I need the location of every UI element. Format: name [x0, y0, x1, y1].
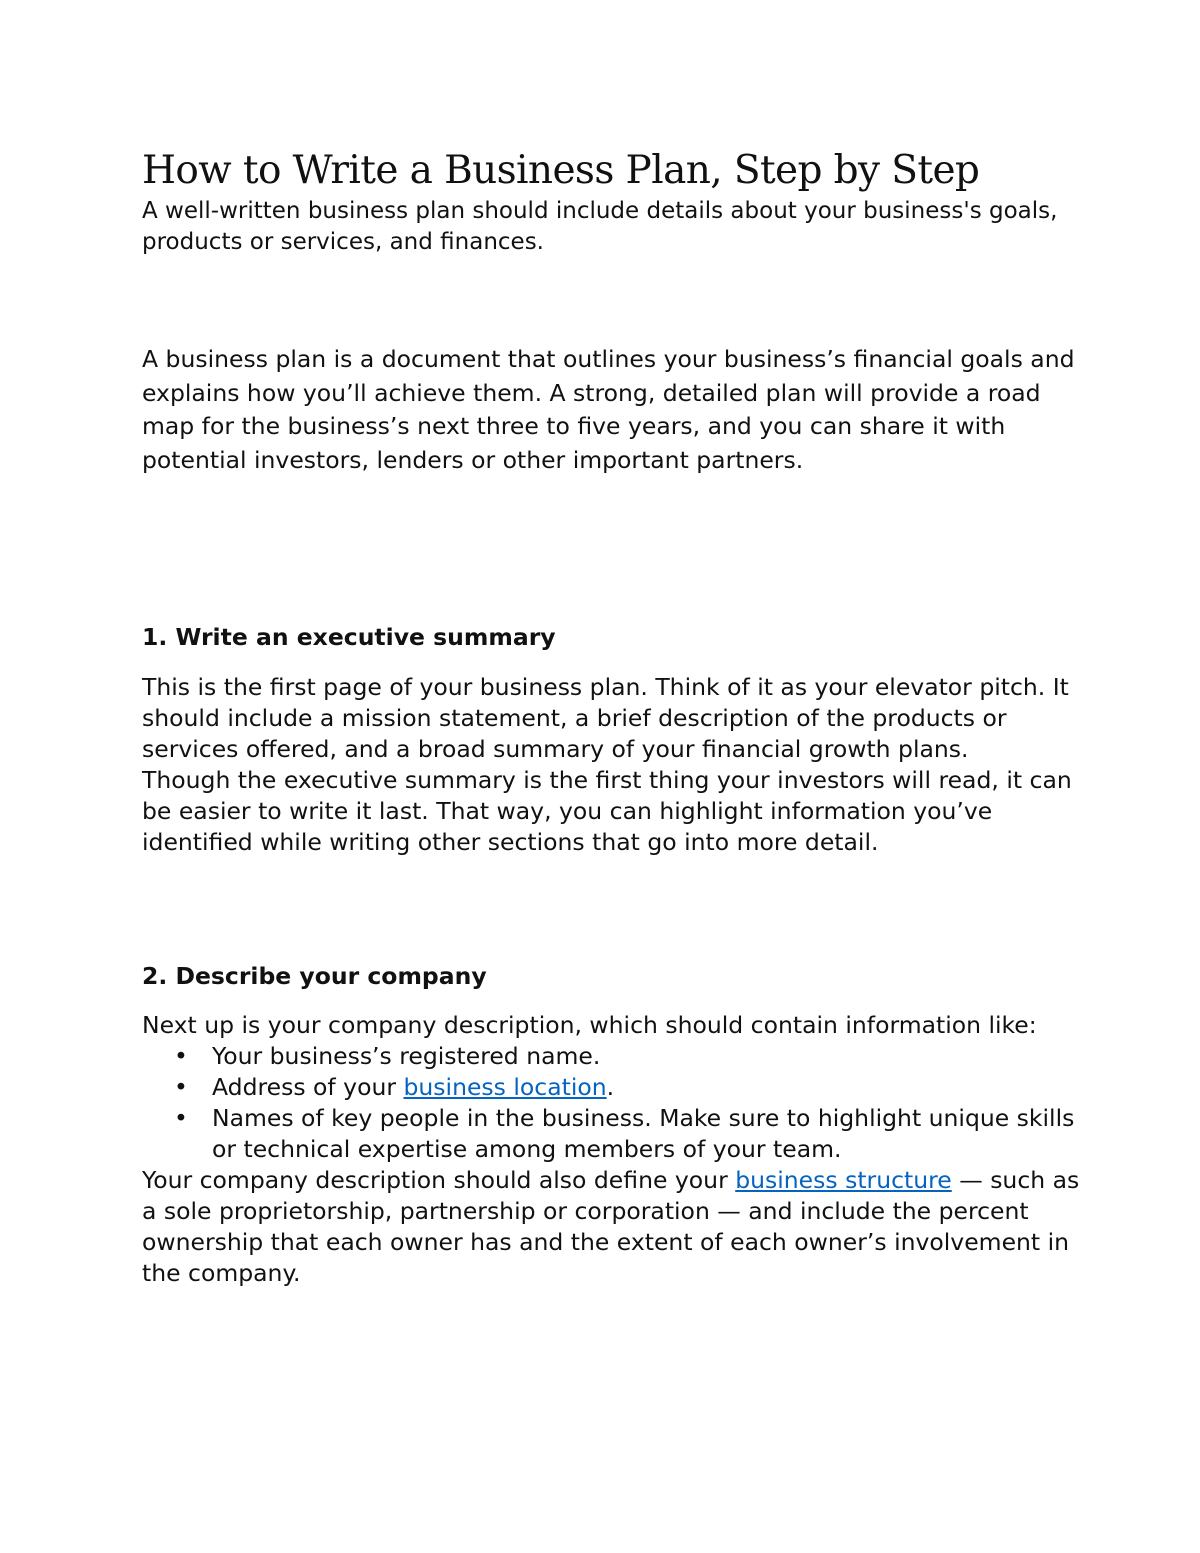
list-item-text: Your business’s registered name. [212, 1042, 601, 1070]
bullet-list [142, 1041, 1082, 1165]
document-title: How to Write a Business Plan, Step by Step [142, 148, 980, 193]
bullet-icon: • [174, 1042, 188, 1070]
section-body-describe-company [142, 1010, 1082, 1289]
paragraph: Next up is your company description, which should contain information like: [142, 1011, 1037, 1039]
paragraph: This is the first page of your business plan. Think of it as your elevator pitch. It should include a mission statement, a brief description of the products or services offered, and a broad summary of your financial growth plans. [142, 673, 1069, 763]
section-heading-describe-company: 2. Describe your company [142, 962, 487, 990]
list-item-text: Address of your [212, 1073, 404, 1101]
list-item-text: Names of key people in the business. Make sure to highlight unique skills or technical expertise among members of your team. [212, 1104, 1075, 1163]
business-location-link[interactable]: business location [403, 1073, 607, 1101]
list-item [142, 1041, 1082, 1072]
business-structure-link[interactable]: business structure [735, 1166, 952, 1194]
paragraph: Though the executive summary is the first thing your investors will read, it can be easier to write it last. That way, you can highlight information you’ve identified while writing other sections that go into more detail. [142, 766, 1072, 856]
list-item-text-end: . [606, 1073, 615, 1101]
section-heading-executive-summary: 1. Write an executive summary [142, 623, 556, 651]
list-item [142, 1072, 1082, 1103]
intro-paragraph: A business plan is a document that outlines your business’s financial goals and explains how you’ll achieve them. A strong, detailed plan will provide a road map for the business’s next three to five years, and you can share it with potential investors, lenders or other important partners. [142, 345, 1075, 474]
closing-text-end: — such as a sole proprietorship, partnership or corporation — and include the percent ownership that each owner has and the extent of each owner’s involvement in the company. [142, 1166, 1080, 1287]
bullet-icon: • [174, 1073, 188, 1101]
paragraph [142, 1165, 1082, 1289]
list-item [142, 1103, 1082, 1165]
closing-text-start: Your company description should also define your [142, 1166, 736, 1194]
document-subtitle: A well-written business plan should include details about your business's goals, products or services, and finances. [142, 198, 1058, 255]
section-body-executive-summary [142, 672, 1082, 858]
bullet-icon: • [174, 1104, 188, 1132]
